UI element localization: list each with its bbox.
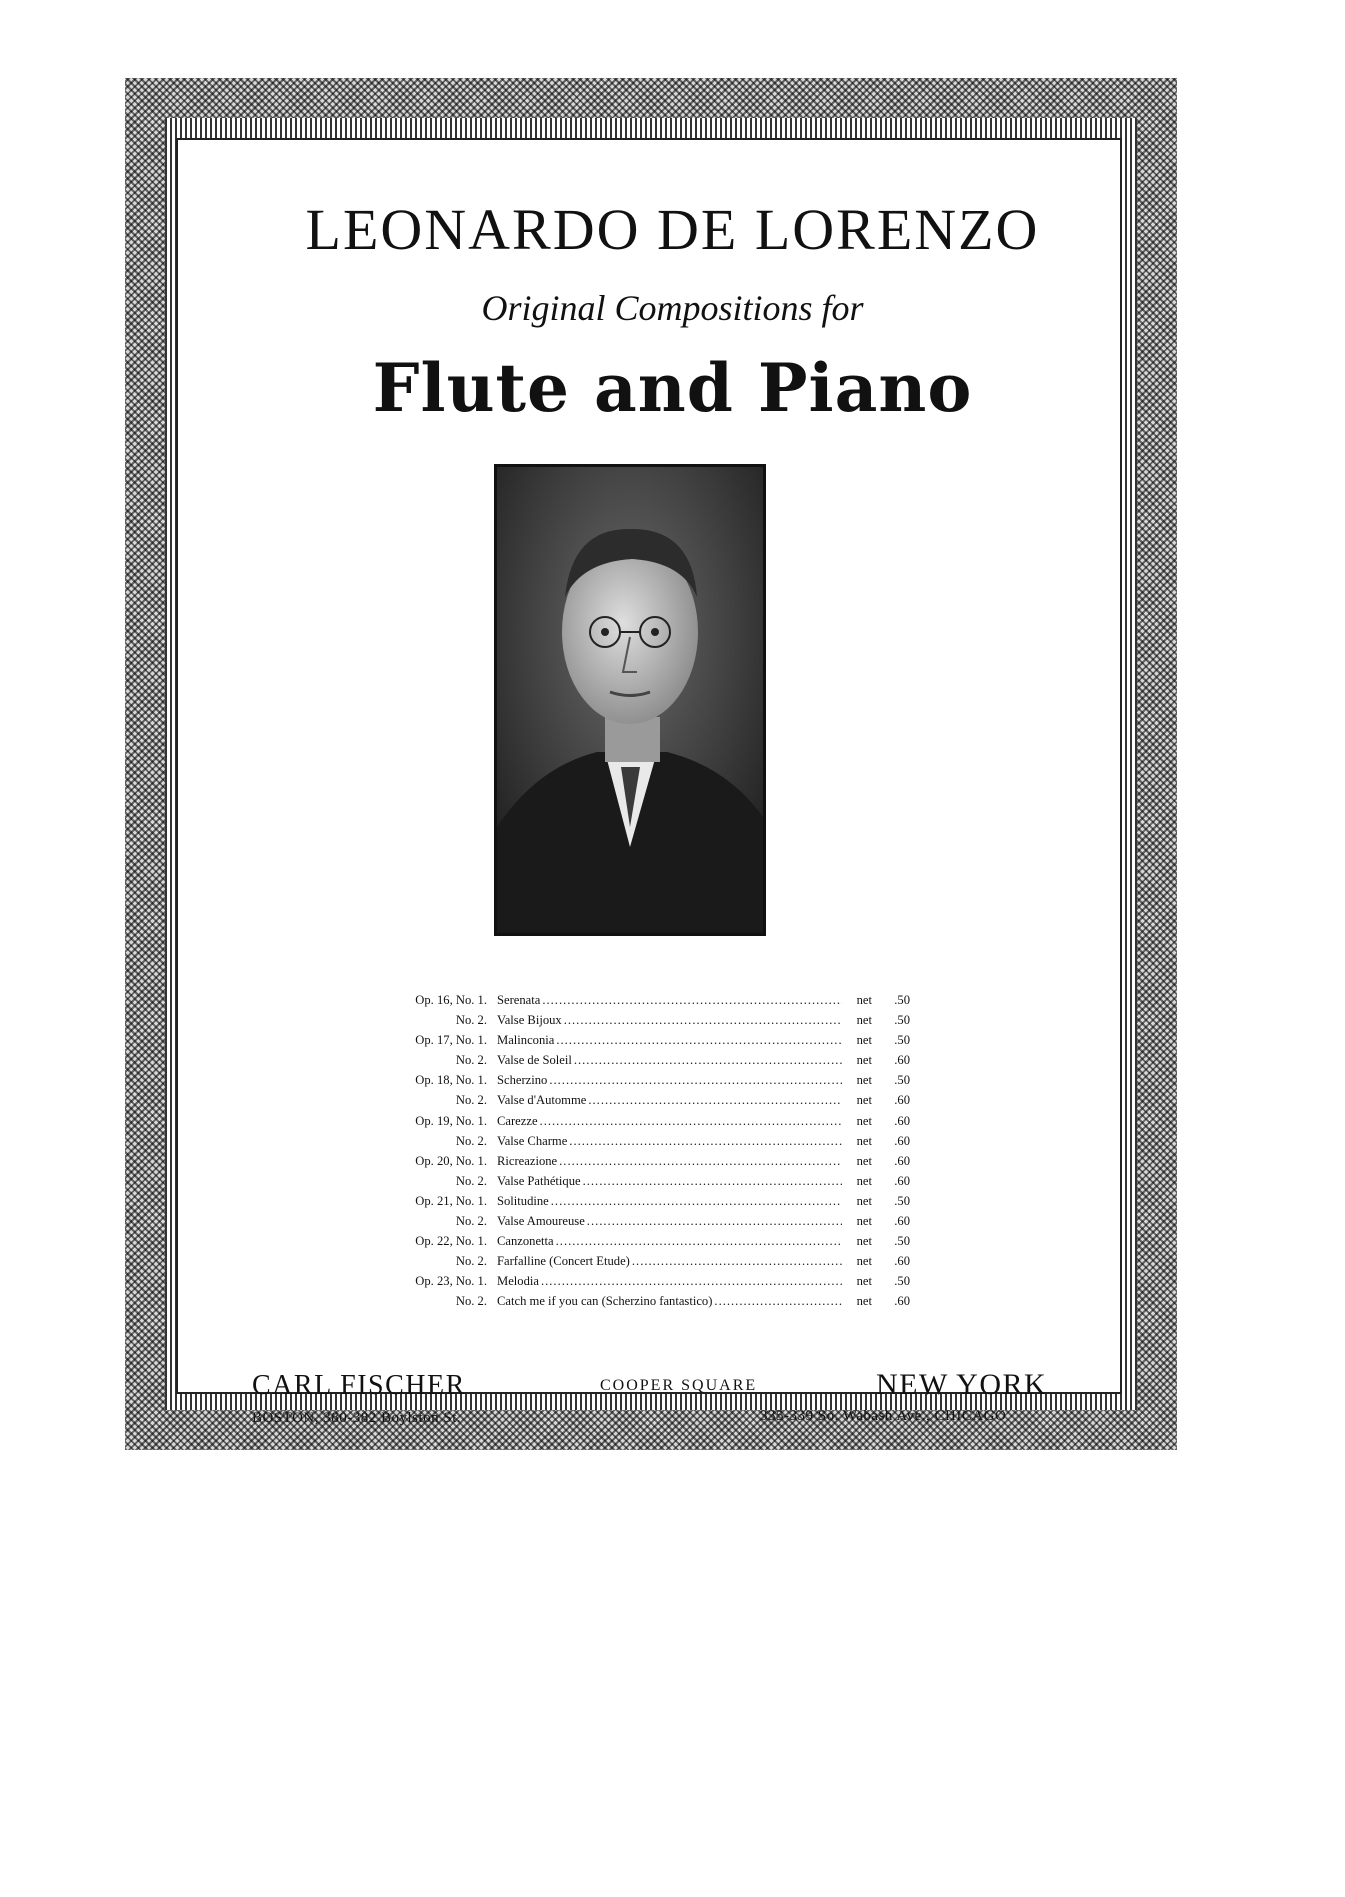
work-title-cell [497, 1050, 842, 1070]
work-net: net [856, 1033, 872, 1048]
work-price: .60 [894, 1294, 910, 1309]
work-title: Valse de Soleil [497, 1053, 572, 1068]
works-list [390, 990, 910, 1312]
work-opus: Op. 18, No. 1. [415, 1073, 487, 1088]
work-title: Serenata [497, 993, 541, 1007]
leader-dots [574, 1050, 842, 1070]
work-opus: Op. 16, No. 1. [415, 993, 487, 1007]
work-opus: No. 2. [455, 1173, 487, 1188]
work-row [390, 1251, 910, 1271]
work-net: net [856, 1093, 872, 1108]
work-net: net [856, 993, 872, 1007]
work-price: .50 [894, 1193, 910, 1208]
work-title-cell [497, 1111, 842, 1131]
work-row [390, 1131, 910, 1151]
work-title-cell [497, 1171, 842, 1191]
work-opus: No. 2. [455, 1013, 487, 1028]
cover-subtitle: Original Compositions for [481, 288, 864, 328]
work-title: Solitudine [497, 1193, 549, 1208]
portrait-image [497, 467, 763, 933]
work-title: Valse d'Automme [497, 1093, 587, 1108]
work-net: net [856, 1073, 872, 1088]
work-net: net [856, 1053, 872, 1068]
leader-dots [587, 1211, 842, 1231]
work-opus: Op. 20, No. 1. [415, 1153, 487, 1168]
leader-dots [564, 1010, 842, 1030]
work-row [390, 1111, 910, 1131]
work-title-cell [497, 1191, 842, 1211]
work-row [390, 990, 910, 1010]
work-title: Valse Charme [497, 1133, 568, 1148]
work-net: net [856, 1254, 872, 1269]
work-row [390, 1271, 910, 1291]
work-opus: Op. 22, No. 1. [415, 1234, 487, 1249]
leader-dots [541, 1271, 842, 1291]
work-price: .60 [894, 1254, 910, 1269]
leader-dots [714, 1291, 842, 1311]
work-opus: Op. 23, No. 1. [415, 1274, 487, 1289]
work-net: net [856, 1234, 872, 1249]
work-row [390, 1030, 910, 1050]
work-opus: No. 2. [455, 1053, 487, 1068]
work-price: .60 [894, 1153, 910, 1168]
work-opus: No. 2. [455, 1133, 487, 1148]
work-title-cell [497, 1010, 842, 1030]
work-title-cell [497, 1211, 842, 1231]
work-price: .50 [894, 1073, 910, 1088]
leader-dots [559, 1151, 842, 1171]
work-title: Canzonetta [497, 1234, 554, 1249]
work-price: .60 [894, 1113, 910, 1128]
work-net: net [856, 1193, 872, 1208]
work-title: Valse Amoureuse [497, 1214, 585, 1229]
work-opus: Op. 19, No. 1. [415, 1113, 487, 1128]
work-title-cell [497, 1090, 842, 1110]
composer-portrait [494, 464, 766, 936]
work-title-cell [497, 1131, 842, 1151]
work-title-cell [497, 1070, 842, 1090]
work-opus: No. 2. [455, 1254, 487, 1269]
work-title: Farfalline (Concert Etude) [497, 1254, 630, 1269]
work-title-cell [497, 990, 842, 1010]
work-price: .60 [894, 1133, 910, 1148]
work-row [390, 1090, 910, 1110]
work-title: Catch me if you can (Scherzino fantastico) [497, 1294, 713, 1309]
work-title-cell [497, 1231, 842, 1251]
work-row [390, 1010, 910, 1030]
work-title: Ricreazione [497, 1153, 558, 1168]
work-title-cell [497, 1030, 842, 1050]
publisher-square: COOPER SQUARE [600, 1377, 758, 1394]
work-net: net [856, 1294, 872, 1309]
leader-dots [569, 1131, 842, 1151]
work-price: .60 [894, 1093, 910, 1108]
work-row [390, 1191, 910, 1211]
work-price: .60 [894, 1214, 910, 1229]
leader-dots [632, 1251, 842, 1271]
leader-dots [556, 1030, 842, 1050]
work-title: Scherzino [497, 1073, 548, 1088]
instrument-title: Flute and Piano [372, 349, 973, 427]
leader-dots [540, 1111, 842, 1131]
work-title-cell [497, 1291, 842, 1311]
work-title: Valse Bijoux [497, 1013, 562, 1028]
composer-name: LEONARDO DE LORENZO [305, 197, 1040, 262]
work-title-cell [497, 1271, 842, 1291]
leader-dots [588, 1090, 842, 1110]
work-net: net [856, 1173, 872, 1188]
work-opus: Op. 17, No. 1. [415, 1033, 487, 1048]
work-net: net [856, 1274, 872, 1289]
publisher-name: CARL FISCHER [252, 1370, 466, 1401]
work-opus: No. 2. [455, 1294, 487, 1309]
work-opus: No. 2. [455, 1214, 487, 1229]
work-row [390, 1070, 910, 1090]
work-net: net [856, 1113, 872, 1128]
work-row [390, 1050, 910, 1070]
publisher-city: NEW YORK [876, 1368, 1048, 1401]
leader-dots [583, 1171, 842, 1191]
leader-dots [551, 1191, 842, 1211]
work-price: .50 [894, 1013, 910, 1028]
work-price: .50 [894, 1033, 910, 1048]
work-title: Melodia [497, 1274, 539, 1289]
leader-dots [549, 1070, 842, 1090]
work-net: net [856, 1153, 872, 1168]
publisher-chicago-address: 335-339 So. Wabash Ave., CHICAGO [760, 1408, 1007, 1424]
work-price: .50 [894, 993, 910, 1007]
leader-dots [542, 990, 842, 1010]
work-title: Valse Pathétique [497, 1173, 581, 1188]
work-row [390, 1231, 910, 1251]
work-row [390, 1291, 910, 1311]
work-net: net [856, 1214, 872, 1229]
work-row [390, 1171, 910, 1191]
work-net: net [856, 1133, 872, 1148]
work-opus: No. 2. [455, 1093, 487, 1108]
publisher-boston-address: BOSTON, 380-382 Boylston St. [252, 1410, 462, 1426]
work-net: net [856, 1013, 872, 1028]
work-row [390, 1211, 910, 1231]
leader-dots [556, 1231, 842, 1251]
work-price: .60 [894, 1173, 910, 1188]
work-title-cell [497, 1151, 842, 1171]
work-price: .50 [894, 1274, 910, 1289]
work-row [390, 1151, 910, 1171]
work-price: .60 [894, 1053, 910, 1068]
work-title: Malinconia [497, 1033, 555, 1048]
work-opus: Op. 21, No. 1. [415, 1193, 487, 1208]
work-price: .50 [894, 1234, 910, 1249]
work-title: Carezze [497, 1113, 538, 1128]
work-title-cell [497, 1251, 842, 1271]
